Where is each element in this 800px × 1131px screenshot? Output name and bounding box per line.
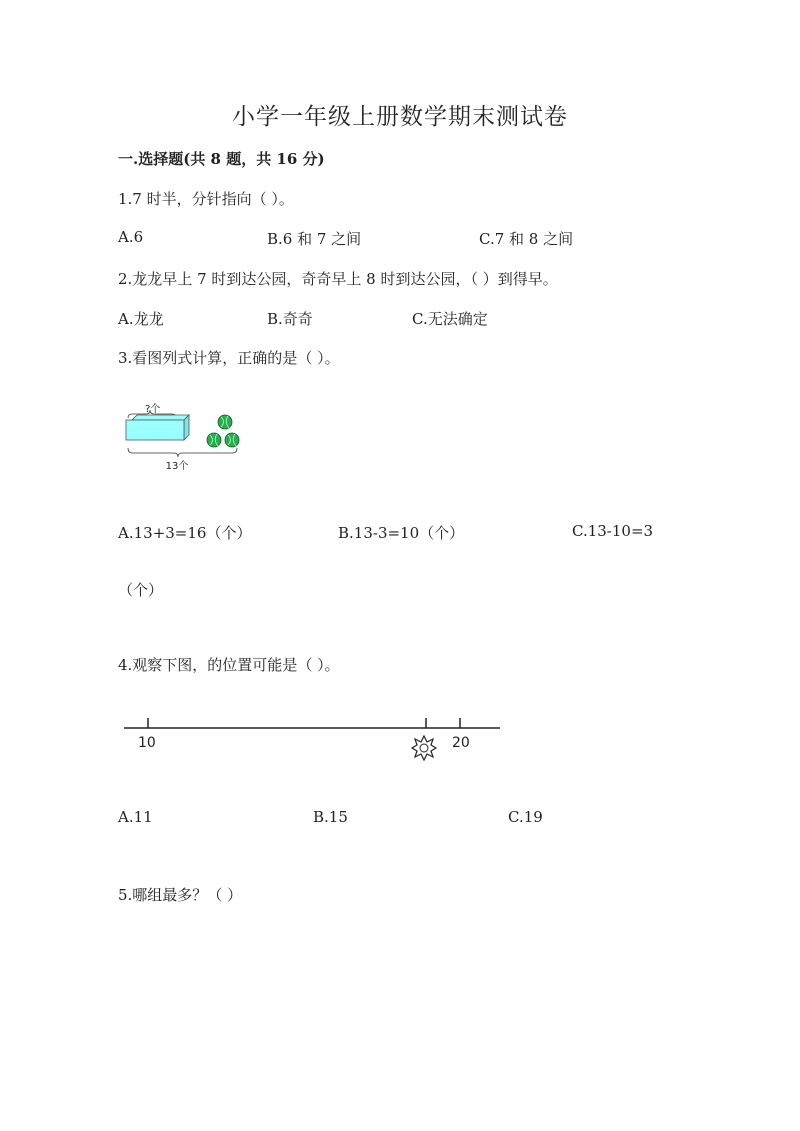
tick-label-start: 10 — [138, 735, 156, 751]
question-3-figure — [118, 398, 258, 478]
question-5-text: 5.哪组最多？（ ） — [118, 886, 243, 904]
page-title: 小学一年级上册数学期末测试卷 — [232, 104, 568, 130]
question-4-option-a: A.11 — [118, 808, 153, 826]
question-4-option-b: B.15 — [313, 808, 348, 826]
figure-bottom-label: 13个 — [165, 461, 189, 472]
question-2-option-b: B.奇奇 — [267, 310, 313, 328]
question-1-text: 1.7 时半，分针指向（ ）。 — [118, 190, 294, 208]
figure-top-label: ?个 — [145, 404, 161, 415]
question-1-option-b: B.6 和 7 之间 — [267, 230, 362, 248]
tick-label-end: 20 — [452, 735, 470, 751]
question-2-option-c: C.无法确定 — [412, 310, 488, 328]
question-3-option-b: B.13-3=10（个） — [338, 524, 465, 542]
question-2-option-a: A.龙龙 — [118, 310, 164, 328]
question-4-option-c: C.19 — [508, 808, 543, 826]
question-3-option-a: A.13+3=16（个） — [118, 524, 252, 542]
ball-icon — [218, 415, 232, 429]
ball-icon — [225, 433, 239, 447]
section-heading: 一.选择题(共 8 题，共 16 分) — [118, 150, 325, 168]
question-4-number-line — [118, 710, 508, 770]
question-2-text: 2.龙龙早上 7 时到达公园，奇奇早上 8 时到达公园，（ ）到得早。 — [118, 270, 558, 288]
question-4-text: 4.观察下图，的位置可能是（ ）。 — [118, 656, 340, 674]
question-3-option-c-continued: （个） — [118, 581, 164, 599]
question-3-option-c: C.13-10=3 — [572, 522, 654, 540]
question-1-option-a: A.6 — [118, 228, 144, 246]
box-shape — [126, 415, 189, 440]
question-3-text: 3.看图列式计算，正确的是（ ）。 — [118, 349, 340, 367]
sun-icon — [412, 736, 436, 760]
bottom-brace — [128, 448, 237, 457]
ball-icon — [207, 433, 221, 447]
question-1-option-c: C.7 和 8 之间 — [479, 230, 574, 248]
